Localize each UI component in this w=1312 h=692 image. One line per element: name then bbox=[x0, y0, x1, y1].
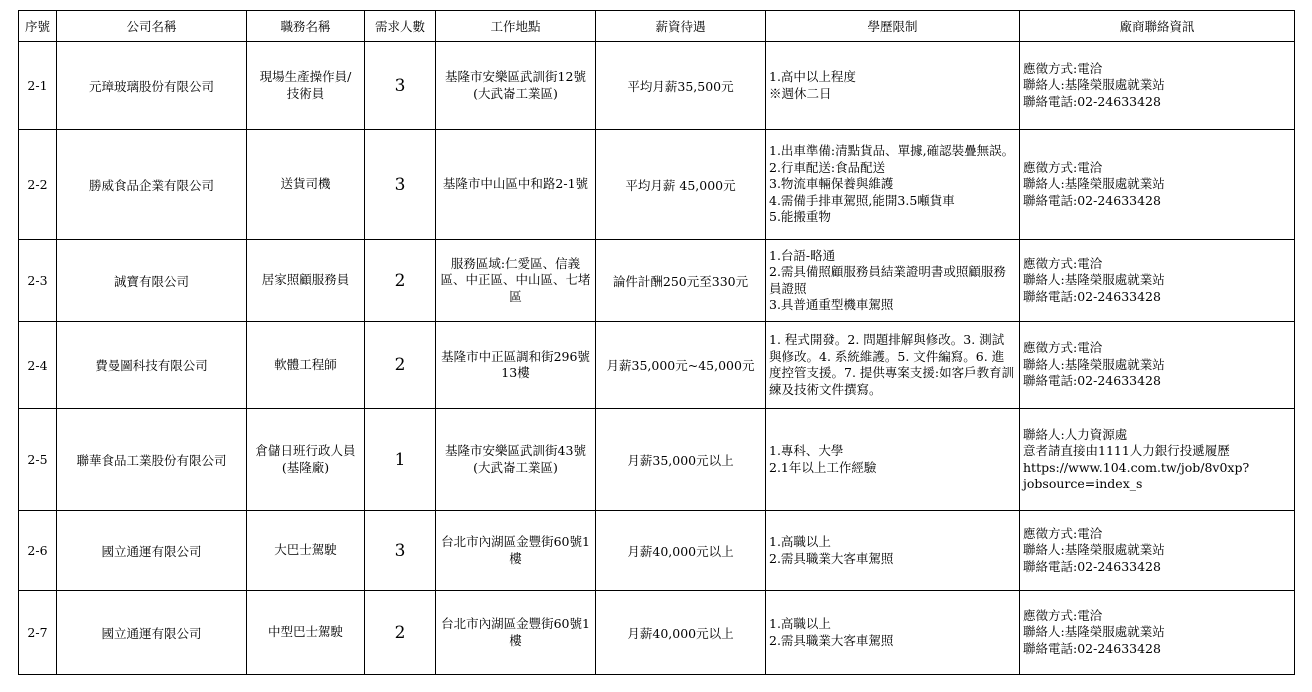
header-no: 序號 bbox=[19, 11, 57, 42]
row-number: 2-7 bbox=[19, 591, 57, 675]
headcount: 3 bbox=[365, 130, 436, 240]
contact-info bbox=[1020, 591, 1295, 675]
job-title bbox=[247, 130, 365, 240]
header-job: 職務名稱 bbox=[247, 11, 365, 42]
table-row bbox=[19, 409, 1295, 511]
headcount: 2 bbox=[365, 322, 436, 409]
requirements bbox=[766, 130, 1020, 240]
job-title bbox=[247, 322, 365, 409]
work-location-line: 基隆市安樂區武訓街12號 bbox=[445, 69, 586, 84]
company-name: 誠寶有限公司 bbox=[57, 240, 247, 322]
requirements bbox=[766, 42, 1020, 130]
contact-info-line: https://www.104.com.tw/job/8v0xp?jobsource=index_s bbox=[1023, 459, 1250, 491]
row-number: 2-2 bbox=[19, 130, 57, 240]
header-row bbox=[19, 11, 1295, 42]
work-location-line: (大武崙工業區) bbox=[473, 85, 558, 101]
company-name: 國立通運有限公司 bbox=[57, 511, 247, 591]
row-number: 2-3 bbox=[19, 240, 57, 322]
job-title-line: 技術員 bbox=[286, 85, 325, 101]
requirements bbox=[766, 511, 1020, 591]
work-location bbox=[436, 511, 596, 591]
contact-info-line: 聯絡人:人力資源處 bbox=[1023, 426, 1128, 442]
requirements-line: 1. 程式開發。2. 問題排解與修改。3. 測試與修改。4. 系統維護。5. 文件編寫。6. 進度控管支援。7. 提供專案支援:如客戶教育訓練及技術文件撰寫。 bbox=[769, 332, 1015, 397]
contact-info-line: 應徵方式:電洽 bbox=[1023, 255, 1103, 271]
work-location-line: 基隆市中山區中和路2-1號 bbox=[442, 176, 589, 192]
salary: 月薪40,000元以上 bbox=[596, 511, 766, 591]
requirements-line: 1.高中以上程度 bbox=[769, 69, 856, 84]
work-location-line: 台北市內湖區金豐街60號1 bbox=[441, 534, 590, 549]
contact-info-line: 聯絡電話:02-24633428 bbox=[1023, 93, 1161, 109]
work-location-line: 台北市內湖區金豐街60號1 bbox=[441, 616, 590, 631]
job-title-line: 中型巴士駕駛 bbox=[267, 624, 343, 640]
work-location bbox=[436, 130, 596, 240]
contact-info bbox=[1020, 42, 1295, 130]
work-location-line: 13樓 bbox=[501, 365, 530, 380]
header-contact: 廠商聯絡資訊 bbox=[1020, 11, 1295, 42]
requirements-line: 2.行車配送:食品配送 bbox=[769, 159, 886, 175]
work-location-line: 樓 bbox=[509, 550, 522, 566]
requirements-line: 1.出車準備:清點貨品、單據,確認裝疊無誤。 bbox=[769, 143, 1015, 159]
contact-info-line: 應徵方式:電洽 bbox=[1023, 607, 1103, 623]
requirements-line: 4.需備手排車駕照,能開3.5噸貨車 bbox=[769, 192, 955, 208]
company-name: 勝威食品企業有限公司 bbox=[57, 130, 247, 240]
work-location-line: 基隆市安樂區武訓街43號 bbox=[445, 443, 586, 458]
requirements bbox=[766, 322, 1020, 409]
headcount: 1 bbox=[365, 409, 436, 511]
job-title bbox=[247, 511, 365, 591]
requirements bbox=[766, 591, 1020, 675]
salary: 月薪35,000元~45,000元 bbox=[596, 322, 766, 409]
job-title bbox=[247, 42, 365, 130]
contact-info-line: 聯絡人:基隆榮服處就業站 bbox=[1023, 624, 1165, 640]
work-location bbox=[436, 591, 596, 675]
company-name: 元璋玻璃股份有限公司 bbox=[57, 42, 247, 130]
contact-info bbox=[1020, 409, 1295, 511]
requirements-line: 5.能搬重物 bbox=[769, 209, 831, 225]
table-row bbox=[19, 591, 1295, 675]
job-title-line: 送貨司機 bbox=[280, 176, 331, 192]
job-title-line: 倉儲日班行政人員 bbox=[255, 443, 356, 458]
row-number: 2-4 bbox=[19, 322, 57, 409]
table-row bbox=[19, 511, 1295, 591]
contact-info-line: 聯絡電話:02-24633428 bbox=[1023, 558, 1161, 574]
company-name: 聯華食品工業股份有限公司 bbox=[57, 409, 247, 511]
contact-info-line: 聯絡電話:02-24633428 bbox=[1023, 640, 1161, 656]
requirements-line: 1.高職以上 bbox=[769, 534, 831, 549]
contact-info-line: 意者請直接由1111人力銀行投遞履歷 bbox=[1023, 443, 1230, 458]
requirements-line: 1.台語-略通 bbox=[769, 247, 836, 263]
header-company: 公司名稱 bbox=[57, 11, 247, 42]
work-location-line: (大武崙工業區) bbox=[473, 459, 558, 475]
work-location-line: 基隆市中正區調和街296號 bbox=[441, 348, 590, 364]
requirements-line: 3.物流車輛保養與維護 bbox=[769, 176, 894, 192]
work-location bbox=[436, 322, 596, 409]
header-count: 需求人數 bbox=[365, 11, 436, 42]
work-location bbox=[436, 240, 596, 322]
row-number: 2-1 bbox=[19, 42, 57, 130]
contact-info-line: 應徵方式:電洽 bbox=[1023, 340, 1103, 356]
contact-info bbox=[1020, 130, 1295, 240]
salary: 月薪35,000元以上 bbox=[596, 409, 766, 511]
contact-info-line: 聯絡人:基隆榮服處就業站 bbox=[1023, 176, 1165, 192]
table-row bbox=[19, 42, 1295, 130]
work-location-line: 服務區域:仁愛區、信義區、中正區、中山區、七堵區 bbox=[440, 255, 591, 304]
header-salary: 薪資待遇 bbox=[596, 11, 766, 42]
requirements bbox=[766, 240, 1020, 322]
contact-info-line: 聯絡電話:02-24633428 bbox=[1023, 192, 1161, 208]
headcount: 3 bbox=[365, 511, 436, 591]
table-row bbox=[19, 240, 1295, 322]
row-number: 2-6 bbox=[19, 511, 57, 591]
job-title-line: 現場生產操作員/ bbox=[259, 69, 352, 84]
contact-info-line: 聯絡人:基隆榮服處就業站 bbox=[1023, 272, 1165, 288]
requirements-line: 2.需具職業大客車駕照 bbox=[769, 632, 894, 648]
contact-info-line: 聯絡人:基隆榮服處就業站 bbox=[1023, 542, 1165, 558]
header-requirements: 學歷限制 bbox=[766, 11, 1020, 42]
company-name: 費曼圖科技有限公司 bbox=[57, 322, 247, 409]
job-listing-table bbox=[18, 10, 1295, 675]
job-title-line: 軟體工程師 bbox=[274, 356, 337, 372]
job-title bbox=[247, 591, 365, 675]
contact-info-line: 應徵方式:電洽 bbox=[1023, 525, 1103, 541]
contact-info-line: 應徵方式:電洽 bbox=[1023, 60, 1103, 76]
requirements-line: 1.專科、大學 bbox=[769, 443, 844, 458]
job-title bbox=[247, 240, 365, 322]
table-row bbox=[19, 130, 1295, 240]
requirements-line: 2.需具職業大客車駕照 bbox=[769, 550, 894, 566]
table-body bbox=[19, 42, 1295, 675]
company-name: 國立通運有限公司 bbox=[57, 591, 247, 675]
requirements-line: ※週休二日 bbox=[769, 85, 832, 101]
job-title-line: 居家照顧服務員 bbox=[261, 272, 350, 288]
requirements-line: 2.1年以上工作經驗 bbox=[769, 459, 877, 475]
work-location bbox=[436, 409, 596, 511]
work-location-line: 樓 bbox=[509, 632, 522, 648]
headcount: 3 bbox=[365, 42, 436, 130]
contact-info bbox=[1020, 511, 1295, 591]
requirements-line: 3.具普通重型機車駕照 bbox=[769, 297, 894, 312]
salary: 平均月薪 45,000元 bbox=[596, 130, 766, 240]
requirements-line: 2.需具備照顧服務員結業證明書或照顧服務員證照 bbox=[769, 264, 1006, 296]
job-title-line: (基隆廠) bbox=[281, 459, 330, 475]
salary: 論件計酬250元至330元 bbox=[596, 240, 766, 322]
header-location: 工作地點 bbox=[436, 11, 596, 42]
requirements-line: 1.高職以上 bbox=[769, 616, 831, 631]
contact-info-line: 聯絡電話:02-24633428 bbox=[1023, 373, 1161, 389]
requirements bbox=[766, 409, 1020, 511]
contact-info bbox=[1020, 322, 1295, 409]
contact-info-line: 聯絡人:基隆榮服處就業站 bbox=[1023, 77, 1165, 93]
headcount: 2 bbox=[365, 240, 436, 322]
contact-info-line: 聯絡人:基隆榮服處就業站 bbox=[1023, 356, 1165, 372]
salary: 平均月薪35,500元 bbox=[596, 42, 766, 130]
contact-info-line: 應徵方式:電洽 bbox=[1023, 159, 1103, 175]
headcount: 2 bbox=[365, 591, 436, 675]
contact-info-line: 聯絡電話:02-24633428 bbox=[1023, 288, 1161, 304]
job-title-line: 大巴士駕駛 bbox=[274, 542, 337, 558]
table-row bbox=[19, 322, 1295, 409]
salary: 月薪40,000元以上 bbox=[596, 591, 766, 675]
row-number: 2-5 bbox=[19, 409, 57, 511]
contact-info bbox=[1020, 240, 1295, 322]
job-title bbox=[247, 409, 365, 511]
work-location bbox=[436, 42, 596, 130]
